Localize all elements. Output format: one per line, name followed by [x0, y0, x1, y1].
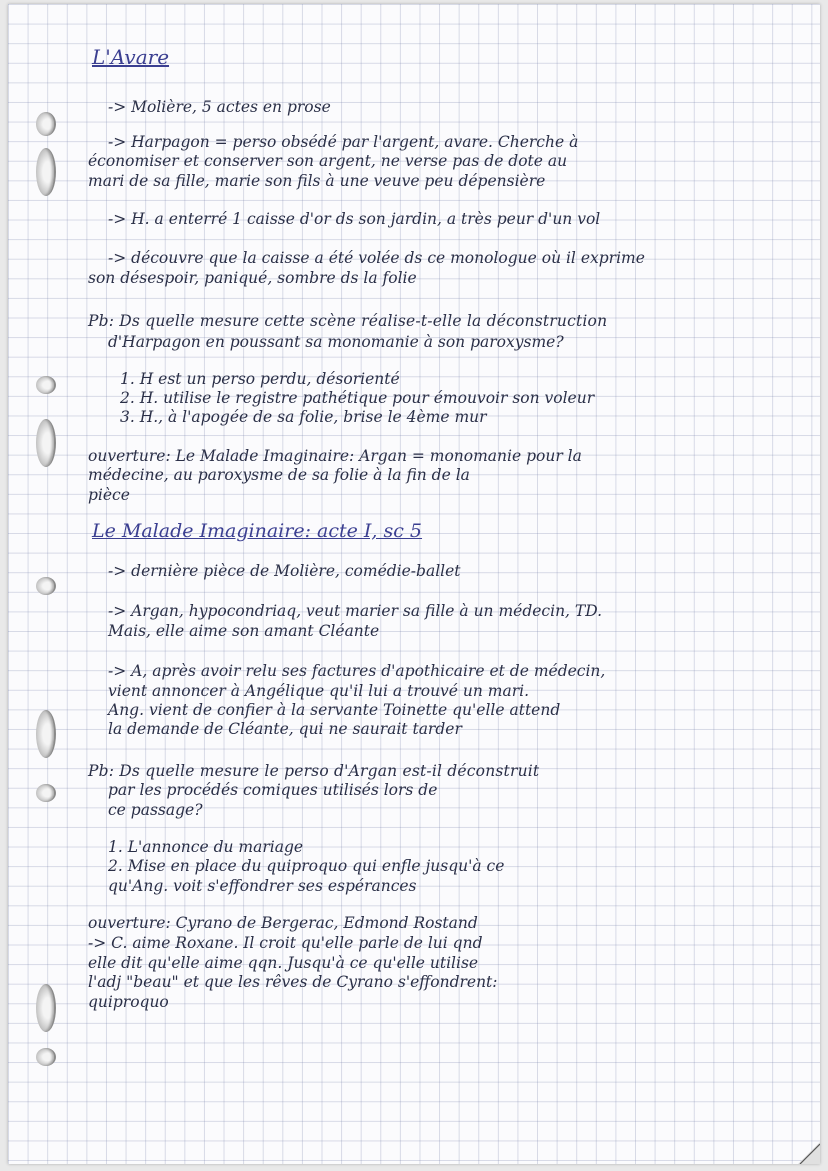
ouverture: ouverture: Cyrano de Bergerac, Edmond Rostand: [88, 914, 478, 932]
plan-item: 2. Mise en place du quiproquo qui enfle jusqu'à ce: [108, 857, 505, 875]
problematique: d'Harpagon en poussant sa monomanie à son paroxysme?: [108, 333, 564, 351]
note-line: Ang. vient de confier à la servante Toinette qu'elle attend: [108, 701, 561, 719]
binder-hole: [36, 376, 56, 394]
plan-item: 1. H est un perso perdu, désorienté: [120, 370, 400, 388]
note-line: économiser et conserver son argent, ne verse pas de dote au: [88, 152, 568, 170]
title-avare: L'Avare: [92, 45, 170, 69]
notebook-page: [8, 4, 820, 1164]
note-line: -> Molière, 5 actes en prose: [108, 98, 331, 116]
problematique: Pb: Ds quelle mesure cette scène réalise-t-elle la déconstruction: [88, 312, 608, 330]
binder-hole: [36, 984, 56, 1032]
note-line: -> H. a enterré 1 caisse d'or ds son jardin, a très peur d'un vol: [108, 210, 601, 228]
note-line: -> A, après avoir relu ses factures d'apothicaire et de médecin,: [108, 662, 606, 680]
binder-hole: [36, 710, 56, 758]
note-line: -> Harpagon = perso obsédé par l'argent, avare. Cherche à: [108, 133, 579, 151]
note-line: mari de sa fille, marie son fils à une veuve peu dépensière: [88, 172, 546, 190]
binder-hole: [36, 577, 56, 595]
binder-hole: [36, 419, 56, 467]
note-line: vient annoncer à Angélique qu'il lui a trouvé un mari.: [108, 682, 530, 700]
binder-hole: [36, 112, 56, 136]
binder-hole: [36, 1048, 56, 1066]
ouverture: l'adj "beau" et que les rêves de Cyrano s'effondrent:: [88, 973, 498, 991]
problematique: Pb: Ds quelle mesure le perso d'Argan est-il déconstruit: [88, 762, 540, 780]
note-line: -> Argan, hypocondriaq, veut marier sa fille à un médecin, TD.: [108, 602, 603, 620]
note-line: son désespoir, paniqué, sombre ds la folie: [88, 269, 417, 287]
note-line: la demande de Cléante, qui ne saurait tarder: [108, 720, 462, 738]
ouverture: pièce: [88, 486, 130, 504]
plan-item: 3. H., à l'apogée de sa folie, brise le 4ème mur: [120, 408, 487, 426]
page-corner-icon: [798, 1142, 820, 1164]
binder-hole: [36, 784, 56, 802]
ouverture: -> C. aime Roxane. Il croit qu'elle parle de lui qnd: [88, 934, 483, 952]
title-malade-imaginaire: Le Malade Imaginaire: acte I, sc 5: [92, 520, 423, 542]
note-line: Mais, elle aime son amant Cléante: [108, 622, 380, 640]
problematique: ce passage?: [108, 801, 203, 819]
problematique: par les procédés comiques utilisés lors de: [108, 781, 438, 799]
plan-item: 1. L'annonce du mariage: [108, 838, 304, 856]
note-line: -> dernière pièce de Molière, comédie-ballet: [108, 562, 461, 580]
binder-hole: [36, 148, 56, 196]
ouverture: médecine, au paroxysme de sa folie à la fin de la: [88, 466, 470, 484]
ouverture: quiproquo: [88, 993, 169, 1011]
plan-item: qu'Ang. voit s'effondrer ses espérances: [108, 877, 417, 895]
ouverture: elle dit qu'elle aime qqn. Jusqu'à ce qu'elle utilise: [88, 954, 479, 972]
ouverture: ouverture: Le Malade Imaginaire: Argan = monomanie pour la: [88, 447, 582, 465]
note-line: -> découvre que la caisse a été volée ds ce monologue où il exprime: [108, 249, 645, 267]
plan-item: 2. H. utilise le registre pathétique pour émouvoir son voleur: [120, 389, 595, 407]
